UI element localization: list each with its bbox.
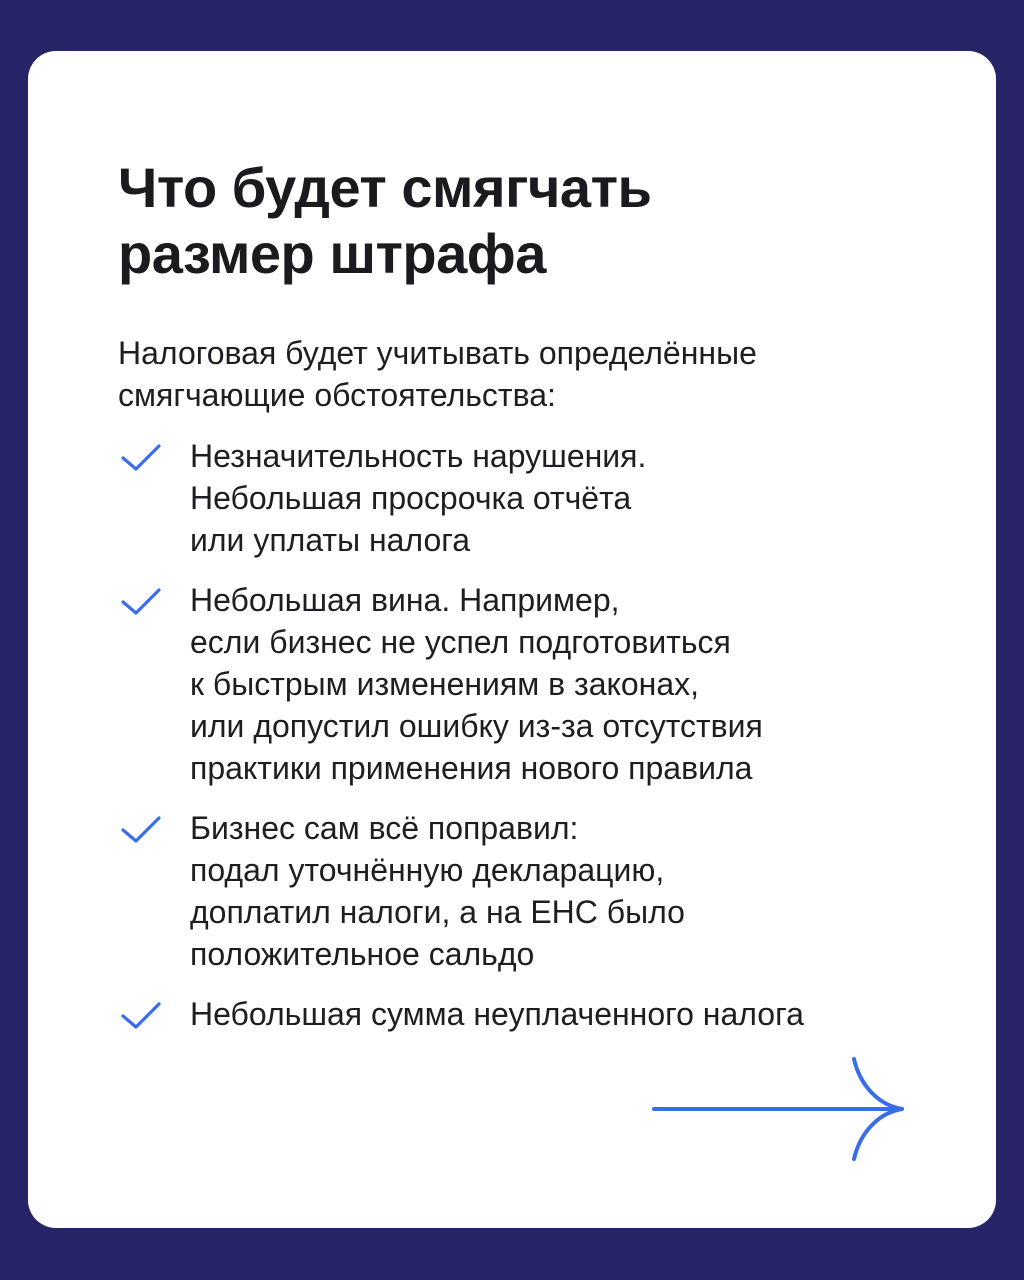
list-item-text: Небольшая сумма неуплаченного налога [190,996,804,1032]
arrow-right-icon[interactable] [648,1055,908,1165]
page-title: Что будет смягчать размер штрафа [118,156,652,285]
list-item-text: Бизнес сам всё поправил: подал уточнённую декларацию, доплатил налоги, а на ЕНС было положительное сальдо [190,810,685,972]
list-item [118,579,938,789]
list-item [118,435,938,561]
list-item [118,807,938,975]
intro-text: Налоговая будет учитывать определённые смягчающие обстоятельства: [118,335,757,413]
check-icon [120,815,162,845]
content-card [28,51,996,1228]
list-item-text: Небольшая вина. Например, если бизнес не успел подготовиться к быстрым изменениям в законах, или допустил ошибку из-за отсутствия практики применения нового правила [190,582,763,786]
check-icon [120,587,162,617]
check-icon [120,443,162,473]
check-icon [120,1001,162,1031]
list-item [118,993,938,1035]
mitigating-circumstances-list [118,435,938,1035]
list-item-text: Незначительность нарушения. Небольшая просрочка отчёта или уплаты налога [190,438,647,558]
